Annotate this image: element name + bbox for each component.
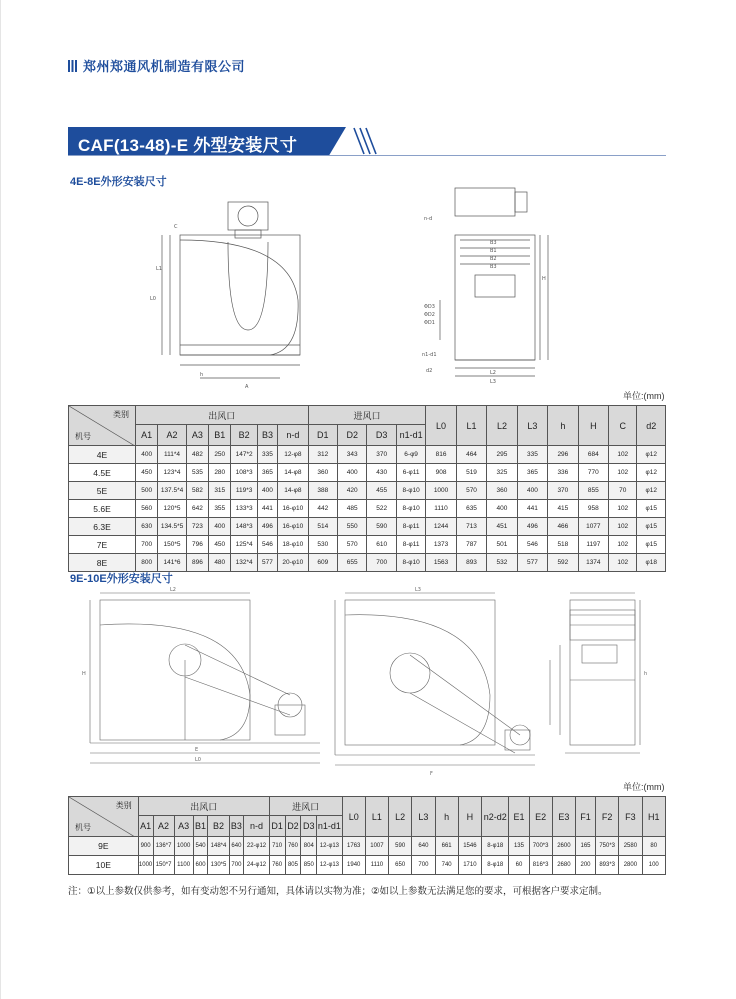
table1-value-cell: 450 [136, 464, 158, 482]
table2-value-cell: 24-φ12 [244, 856, 269, 875]
table2-value-cell: 816*3 [529, 856, 552, 875]
table1-value-cell: 1373 [426, 536, 456, 554]
table1-header-H: H [578, 406, 608, 446]
table2-row [69, 837, 666, 856]
table1-header-A2: A2 [158, 425, 186, 446]
table2-value-cell: 60 [509, 856, 529, 875]
table2-value-cell: 1000 [138, 856, 153, 875]
table1-value-cell: 388 [308, 482, 337, 500]
table2-value-cell: 1100 [174, 856, 193, 875]
table1-value-cell: 1244 [426, 518, 456, 536]
label-L0: L0 [150, 296, 156, 302]
label-n-d: n-d [424, 216, 433, 222]
table1-header-D1: D1 [308, 425, 337, 446]
table1-value-cell: 610 [367, 536, 396, 554]
table1-value-cell: 335 [257, 446, 277, 464]
table2-model-cell: 10E [69, 856, 139, 875]
table1-value-cell: 577 [517, 554, 547, 572]
table2-value-cell: 200 [575, 856, 595, 875]
table1-value-cell: 442 [308, 500, 337, 518]
brand-bars-icon [68, 60, 77, 72]
table1-value-cell: 485 [338, 500, 367, 518]
table2-value-cell: 700*3 [529, 837, 552, 856]
table2-value-cell: 893*3 [596, 856, 619, 875]
page-title: CAF(13-48)-E 外型安装尺寸 [78, 136, 298, 155]
table1-value-cell: 111*4 [158, 446, 186, 464]
footnote: 注：①以上参数仅供参考，如有变动恕不另行通知，具体请以实物为准；②如以上参数无法满足您的要求，可根据客户要求定制。 [68, 886, 608, 897]
table1-value-cell: 8-φ11 [396, 518, 425, 536]
table1-value-cell: 8-φ10 [396, 482, 425, 500]
company-name: 郑州郑通风机制造有限公司 [83, 59, 246, 74]
table1-value-cell: 451 [487, 518, 517, 536]
table1-value-cell: 816 [426, 446, 456, 464]
label-L2-s2: L2 [170, 587, 176, 593]
label-B3-top: B3 [490, 240, 497, 246]
table1-value-cell: 496 [517, 518, 547, 536]
table1-value-cell: 355 [209, 500, 231, 518]
table1-value-cell: 370 [548, 482, 578, 500]
table2-value-cell: 135 [509, 837, 529, 856]
table1-value-cell: 630 [136, 518, 158, 536]
table1-value-cell: 6-φ9 [396, 446, 425, 464]
table1-row [69, 482, 666, 500]
table2-value-cell: 700 [229, 856, 244, 875]
table2-value-cell: 22-φ12 [244, 837, 269, 856]
table1-row [69, 518, 666, 536]
table2-inlet-header: 进风口 [269, 797, 342, 816]
table2-value-cell: 1000 [174, 837, 193, 856]
table1-header-h: h [548, 406, 578, 446]
table2-header-F3: F3 [619, 797, 642, 837]
table1-value-cell: 592 [548, 554, 578, 572]
table1-value-cell: 532 [487, 554, 517, 572]
table1-value-cell: 400 [257, 482, 277, 500]
table1-value-cell: 280 [209, 464, 231, 482]
table1-value-cell: 296 [548, 446, 578, 464]
company-header [68, 56, 245, 75]
table2-value-cell: 8-φ18 [481, 856, 508, 875]
table1-value-cell: 147*2 [231, 446, 257, 464]
table1-value-cell: 518 [548, 536, 578, 554]
table1-header-A3: A3 [186, 425, 208, 446]
table1-value-cell: 8-φ11 [396, 536, 425, 554]
table1-value-cell: 546 [517, 536, 547, 554]
fan-front-view-diagram [150, 180, 330, 395]
table1-value-cell: φ12 [637, 482, 666, 500]
table1-value-cell: 1374 [578, 554, 608, 572]
table2-value-cell: 136*7 [153, 837, 174, 856]
table1-value-cell: 455 [367, 482, 396, 500]
table1-value-cell: 582 [186, 482, 208, 500]
table2-value-cell: 1110 [365, 856, 388, 875]
table1-value-cell: 480 [209, 554, 231, 572]
table1-header-L2: L2 [487, 406, 517, 446]
table1-value-cell: 18-φ10 [278, 536, 308, 554]
table2-value-cell: 540 [193, 837, 208, 856]
table1-value-cell: 893 [456, 554, 486, 572]
table1-value-cell: 108*3 [231, 464, 257, 482]
table2-header-D2: D2 [285, 816, 301, 837]
table2-value-cell: 2680 [552, 856, 575, 875]
banner-slashes-icon [350, 126, 390, 156]
table1-value-cell: 102 [609, 500, 637, 518]
table1-value-cell: 148*3 [231, 518, 257, 536]
label-F-s2: F [430, 771, 433, 777]
table1-value-cell: 577 [257, 554, 277, 572]
table1-value-cell: 133*3 [231, 500, 257, 518]
table1-value-cell: 125*4 [231, 536, 257, 554]
table2-value-cell: 2600 [552, 837, 575, 856]
table2-header-D3: D3 [301, 816, 317, 837]
table1-value-cell: 123*4 [158, 464, 186, 482]
table2-value-cell: 804 [301, 837, 317, 856]
label-L3-s2: L3 [415, 587, 421, 593]
table1-value-cell: 496 [257, 518, 277, 536]
table1-value-cell: φ18 [637, 554, 666, 572]
table1-row [69, 464, 666, 482]
table2-value-cell: 12-φ13 [317, 837, 342, 856]
table1-value-cell: 896 [186, 554, 208, 572]
table2-header-h: h [435, 797, 458, 837]
label-H: H [542, 276, 546, 282]
table1-value-cell: 360 [487, 482, 517, 500]
label-H-s2: H [82, 671, 86, 677]
table1-value-cell: 102 [609, 446, 637, 464]
table2-value-cell: 165 [575, 837, 595, 856]
table1-value-cell: 958 [578, 500, 608, 518]
table2-value-cell: 600 [193, 856, 208, 875]
table1-value-cell: 464 [456, 446, 486, 464]
table1-header-L0: L0 [426, 406, 456, 446]
table1-value-cell: 1197 [578, 536, 608, 554]
label-h: h [200, 372, 204, 378]
table1-value-cell: 20-φ10 [278, 554, 308, 572]
table1-value-cell: 713 [456, 518, 486, 536]
table1-row [69, 446, 666, 464]
table1-value-cell: 609 [308, 554, 337, 572]
table1-header-L3: L3 [517, 406, 547, 446]
table1-value-cell: 787 [456, 536, 486, 554]
label-D2: ΦD2 [424, 312, 435, 318]
table1-value-cell: 102 [609, 518, 637, 536]
table2-value-cell: 640 [229, 837, 244, 856]
table2-value-cell: 805 [285, 856, 301, 875]
table2-value-cell: 1007 [365, 837, 388, 856]
table1-value-cell: 450 [209, 536, 231, 554]
table2-value-cell: 640 [412, 837, 435, 856]
table1-value-cell: 400 [487, 500, 517, 518]
table1-header-B2: B2 [231, 425, 257, 446]
label-C: C [174, 224, 178, 230]
table2-header-L3: L3 [412, 797, 435, 837]
table1-value-cell: 482 [186, 446, 208, 464]
table1-value-cell: 855 [578, 482, 608, 500]
label-n1-d1: n1-d1 [422, 352, 437, 358]
section1-unit: 单位:(mm) [623, 391, 665, 401]
table1-model-cell: 4.5E [69, 464, 136, 482]
label-L0-s2: L0 [195, 757, 201, 763]
table1-value-cell: 800 [136, 554, 158, 572]
table1-row [69, 536, 666, 554]
table1-value-cell: 535 [186, 464, 208, 482]
table1-value-cell: 250 [209, 446, 231, 464]
table2-corner-cell [69, 797, 139, 837]
table1-value-cell: φ15 [637, 500, 666, 518]
table1-value-cell: 635 [456, 500, 486, 518]
table1-value-cell: 441 [257, 500, 277, 518]
table1-value-cell: 336 [548, 464, 578, 482]
table1-value-cell: 1110 [426, 500, 456, 518]
table2-header-H: H [458, 797, 481, 837]
table1-value-cell: 466 [548, 518, 578, 536]
table1-value-cell: 441 [517, 500, 547, 518]
table1-model-cell: 8E [69, 554, 136, 572]
fan-large-front-view-diagram [80, 585, 330, 775]
section2-dimension-table [68, 796, 666, 875]
label-d2: d2 [426, 368, 433, 374]
table2-header-A3: A3 [174, 816, 193, 837]
table1-value-cell: 700 [367, 554, 396, 572]
table2-row [69, 856, 666, 875]
table2-header-L1: L1 [365, 797, 388, 837]
table1-value-cell: 1563 [426, 554, 456, 572]
table1-header-D3: D3 [367, 425, 396, 446]
table1-value-cell: 120*5 [158, 500, 186, 518]
table1-value-cell: 700 [136, 536, 158, 554]
table2-header-D1: D1 [269, 816, 285, 837]
table1-value-cell: 770 [578, 464, 608, 482]
table1-value-cell: 519 [456, 464, 486, 482]
table2-header-F1: F1 [575, 797, 595, 837]
table1-header-L1: L1 [456, 406, 486, 446]
table1-value-cell: 137.5*4 [158, 482, 186, 500]
table1-row [69, 500, 666, 518]
table1-value-cell: 415 [548, 500, 578, 518]
table1-value-cell: 14-φ8 [278, 482, 308, 500]
section1-dimension-table [68, 405, 666, 572]
table1-value-cell: 325 [487, 464, 517, 482]
table1-value-cell: 590 [367, 518, 396, 536]
table1-value-cell: 400 [209, 518, 231, 536]
table1-value-cell: 684 [578, 446, 608, 464]
table1-value-cell: 400 [517, 482, 547, 500]
table1-model-cell: 5E [69, 482, 136, 500]
table2-value-cell: 80 [642, 837, 665, 856]
label-E-s2: E [195, 747, 199, 753]
table2-value-cell: 1546 [458, 837, 481, 856]
table1-value-cell: 8-φ10 [396, 500, 425, 518]
table1-value-cell: 546 [257, 536, 277, 554]
table1-value-cell: 134.5*5 [158, 518, 186, 536]
table2-header-L2: L2 [389, 797, 412, 837]
table2-header-A1: A1 [138, 816, 153, 837]
table2-header-F2: F2 [596, 797, 619, 837]
table1-inlet-header: 进风口 [308, 406, 426, 425]
table2-value-cell: 700 [412, 856, 435, 875]
table1-value-cell: 1000 [426, 482, 456, 500]
table1-value-cell: 343 [338, 446, 367, 464]
title-banner [68, 127, 358, 155]
table2-value-cell: 148*4 [208, 837, 229, 856]
table1-header-B3: B3 [257, 425, 277, 446]
table2-value-cell: 900 [138, 837, 153, 856]
table1-header-n1-d1: n1-d1 [396, 425, 425, 446]
table1-model-cell: 4E [69, 446, 136, 464]
table1-value-cell: 550 [338, 518, 367, 536]
table1-value-cell: 16-φ10 [278, 500, 308, 518]
label-L2: L2 [490, 370, 496, 376]
table1-value-cell: 570 [456, 482, 486, 500]
table2-value-cell: 2580 [619, 837, 642, 856]
section2-unit: 单位:(mm) [623, 782, 665, 792]
table1-category-label: 类别 [113, 410, 129, 419]
table1-model-cell: 7E [69, 536, 136, 554]
table1-value-cell: 514 [308, 518, 337, 536]
table2-value-cell: 8-φ18 [481, 837, 508, 856]
table1-value-cell: 370 [367, 446, 396, 464]
table1-value-cell: 8-φ10 [396, 554, 425, 572]
table1-header-B1: B1 [209, 425, 231, 446]
table2-value-cell: 740 [435, 856, 458, 875]
table2-model-cell: 9E [69, 837, 139, 856]
table2-header-A2: A2 [153, 816, 174, 837]
table2-outlet-header: 出风口 [138, 797, 269, 816]
table1-value-cell: 132*4 [231, 554, 257, 572]
label-B2: B2 [490, 256, 497, 262]
table1-value-cell: 522 [367, 500, 396, 518]
table2-header-B1: B1 [193, 816, 208, 837]
table1-value-cell: 360 [308, 464, 337, 482]
table1-value-cell: 12-φ8 [278, 446, 308, 464]
table1-value-cell: 295 [487, 446, 517, 464]
table1-value-cell: 315 [209, 482, 231, 500]
table2-value-cell: 150*7 [153, 856, 174, 875]
table1-model-cell: 5.6E [69, 500, 136, 518]
table1-value-cell: 501 [487, 536, 517, 554]
section1-title: 4E-8E外形安装尺寸 [70, 176, 167, 188]
table2-header-E2: E2 [529, 797, 552, 837]
table1-value-cell: 70 [609, 482, 637, 500]
table1-value-cell: 365 [257, 464, 277, 482]
table1-value-cell: 400 [136, 446, 158, 464]
table1-value-cell: 908 [426, 464, 456, 482]
table2-value-cell: 1940 [342, 856, 365, 875]
label-h-s2: h [644, 671, 648, 677]
table1-value-cell: 16-φ10 [278, 518, 308, 536]
table2-value-cell: 590 [389, 837, 412, 856]
table1-value-cell: 570 [338, 536, 367, 554]
table1-value-cell: 500 [136, 482, 158, 500]
table1-value-cell: 14-φ8 [278, 464, 308, 482]
label-D1: ΦD1 [424, 320, 435, 326]
table2-value-cell: 1763 [342, 837, 365, 856]
table2-value-cell: 760 [269, 856, 285, 875]
table2-category-label: 类别 [115, 801, 132, 810]
table1-header-d2: d2 [637, 406, 666, 446]
table1-header-A1: A1 [136, 425, 158, 446]
table1-model-label: 机号 [75, 432, 91, 441]
table2-value-cell: 650 [389, 856, 412, 875]
table1-value-cell: 400 [338, 464, 367, 482]
table1-value-cell: 430 [367, 464, 396, 482]
fan-large-front-view-alt-diagram [330, 585, 540, 780]
table2-header-n-d: n-d [244, 816, 269, 837]
table1-model-cell: 6.3E [69, 518, 136, 536]
table1-header-n-d: n-d [278, 425, 308, 446]
table1-header-C: C [609, 406, 637, 446]
label-A: A [245, 384, 249, 390]
table2-value-cell: 760 [285, 837, 301, 856]
table2-header-n2-d2: n2-d2 [481, 797, 508, 837]
table1-value-cell: 642 [186, 500, 208, 518]
table1-value-cell: 312 [308, 446, 337, 464]
table2-value-cell: 850 [301, 856, 317, 875]
table1-value-cell: 102 [609, 554, 637, 572]
table1-value-cell: 560 [136, 500, 158, 518]
table1-value-cell: 723 [186, 518, 208, 536]
table1-value-cell: 335 [517, 446, 547, 464]
table1-value-cell: 102 [609, 464, 637, 482]
table2-header-B3: B3 [229, 816, 244, 837]
label-D3: ΦD3 [424, 304, 435, 310]
label-L3: L3 [490, 379, 496, 385]
table2-value-cell: 100 [642, 856, 665, 875]
table1-value-cell: 530 [308, 536, 337, 554]
table1-value-cell: 6-φ11 [396, 464, 425, 482]
table2-value-cell: 1710 [458, 856, 481, 875]
table2-value-cell: 710 [269, 837, 285, 856]
table2-value-cell: 661 [435, 837, 458, 856]
table1-value-cell: 119*3 [231, 482, 257, 500]
table2-header-E1: E1 [509, 797, 529, 837]
table1-corner-cell [69, 406, 136, 446]
table2-model-label: 机号 [75, 823, 91, 832]
table1-value-cell: 1077 [578, 518, 608, 536]
fan-side-view-diagram [420, 180, 560, 395]
table1-value-cell: 420 [338, 482, 367, 500]
table2-value-cell: 750*3 [596, 837, 619, 856]
table1-header-D2: D2 [338, 425, 367, 446]
table1-value-cell: φ15 [637, 518, 666, 536]
table2-value-cell: 130*5 [208, 856, 229, 875]
table1-value-cell: φ12 [637, 446, 666, 464]
table1-value-cell: 796 [186, 536, 208, 554]
table1-row [69, 554, 666, 572]
table2-header-n1-d1: n1-d1 [317, 816, 342, 837]
table1-value-cell: 655 [338, 554, 367, 572]
table2-header-B2: B2 [208, 816, 229, 837]
table1-value-cell: 365 [517, 464, 547, 482]
table1-value-cell: 102 [609, 536, 637, 554]
label-L1: L1 [156, 266, 162, 272]
table2-value-cell: 12-φ13 [317, 856, 342, 875]
table2-value-cell: 2800 [619, 856, 642, 875]
table2-header-E3: E3 [552, 797, 575, 837]
section2-title: 9E-10E外形安装尺寸 [70, 573, 173, 585]
banner-rule [68, 155, 666, 156]
table1-value-cell: 150*5 [158, 536, 186, 554]
table2-header-L0: L0 [342, 797, 365, 837]
table1-value-cell: φ15 [637, 536, 666, 554]
table2-header-H1: H1 [642, 797, 665, 837]
fan-large-side-view-diagram [540, 585, 660, 770]
table1-outlet-header: 出风口 [136, 406, 309, 425]
label-B3: B3 [490, 264, 497, 270]
table1-value-cell: 141*6 [158, 554, 186, 572]
label-B1: B1 [490, 248, 497, 254]
table1-value-cell: φ12 [637, 464, 666, 482]
